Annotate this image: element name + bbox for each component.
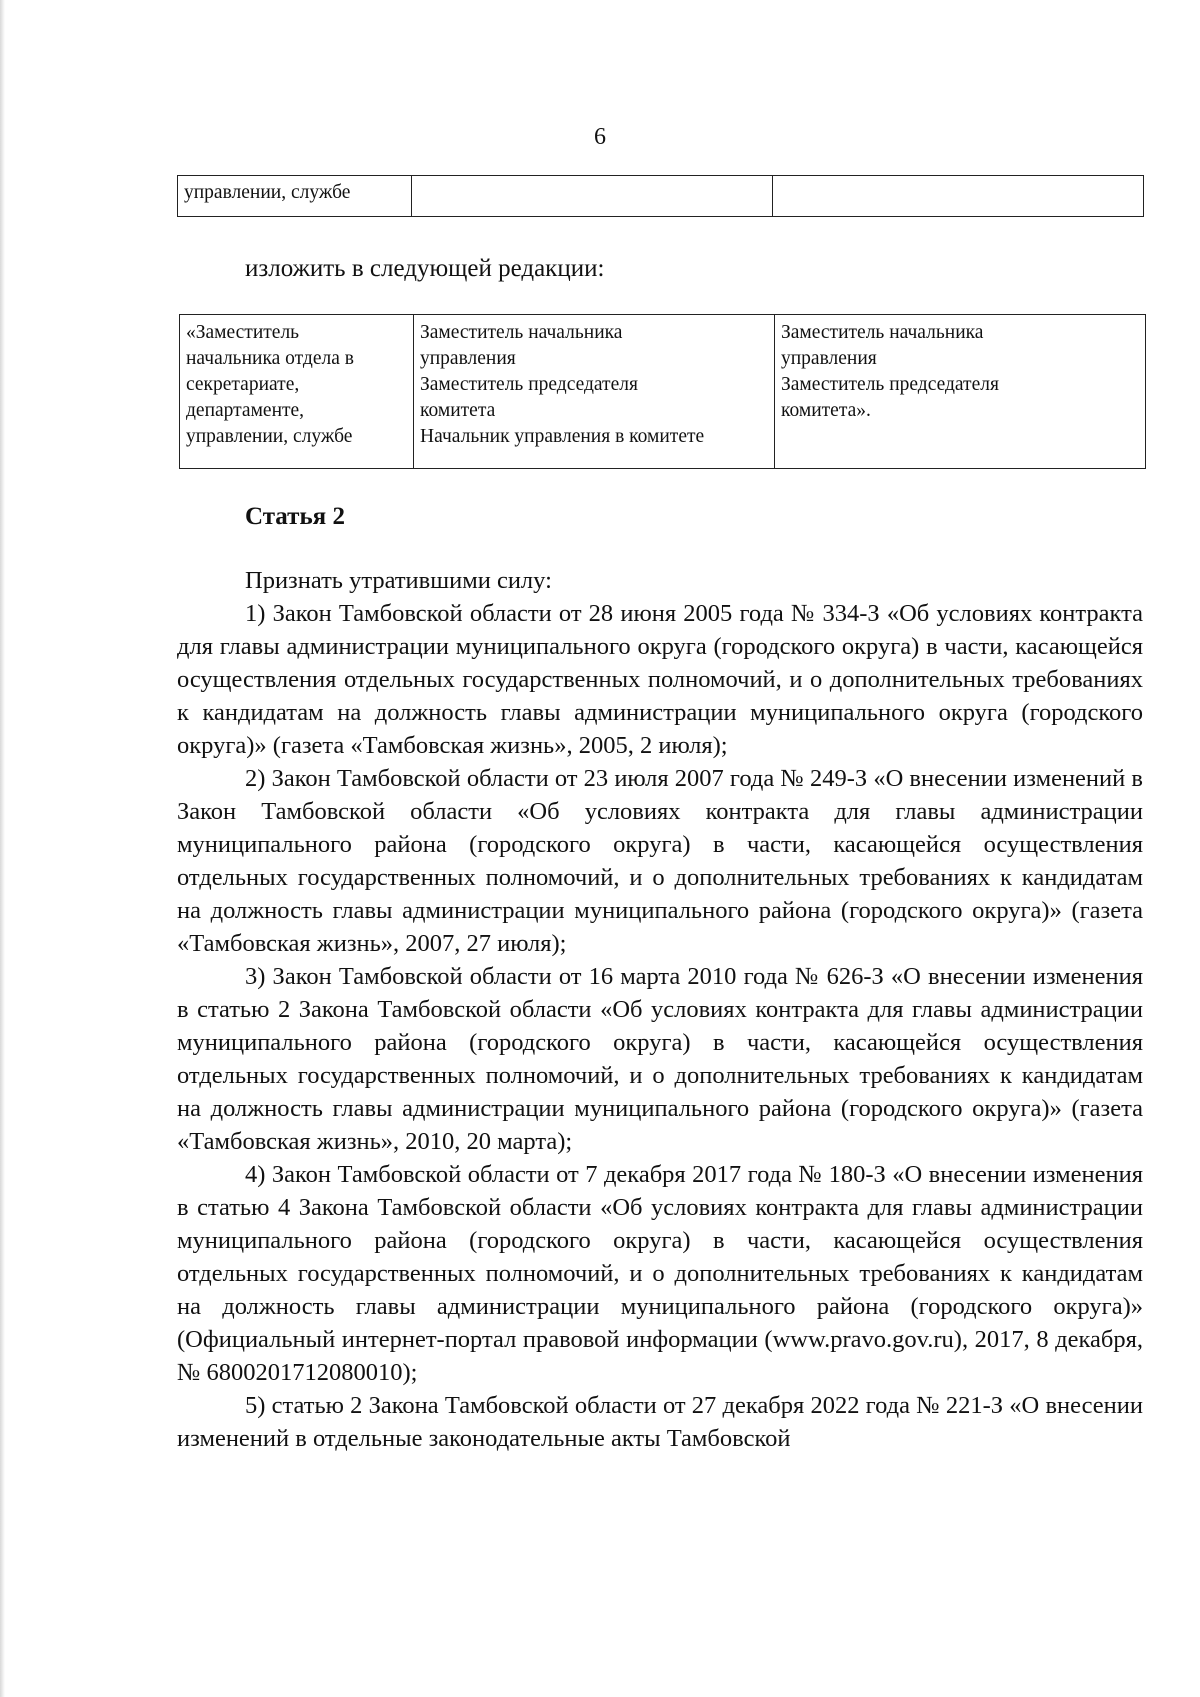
article-heading: Статья 2: [245, 503, 345, 530]
table-row: [178, 176, 1144, 217]
paragraph: 1) Закон Тамбовской области от 28 июня 2005 года № 334-З «Об условиях контракта для главы администрации муниципального округа (городского округа) в части, касающейся осуществления отдельных государственных полномочий, и о дополнительных требованиях к кандидатам на должность главы администрации муниципального округа (городского округа)» (газета «Тамбовская жизнь», 2005, 2 июля);: [177, 600, 1143, 759]
paragraph: 3) Закон Тамбовской области от 16 марта 2010 года № 626-З «О внесении изменения в статью 2 Закона Тамбовской области «Об условиях контракта для главы администрации муниципального района (городского округа) в части, касающейся осуществления отдельных государственных полномочий, и о дополнительных требованиях к кандидатам на должность главы администрации муниципального района (городского округа)» (газета «Тамбовская жизнь», 2010, 20 марта);: [177, 963, 1143, 1155]
table-cell: управлении, службе: [178, 176, 412, 217]
page-number: 6: [594, 124, 606, 150]
paragraph: 5) статью 2 Закона Тамбовской области от 27 декабря 2022 года № 221-З «О внесении изменений в отдельные законодательные акты Тамбовской: [177, 1392, 1143, 1452]
positions-table-new-edition: [179, 314, 1146, 469]
article-body: [177, 564, 1143, 1455]
paragraph: Признать утратившими силу:: [245, 567, 552, 594]
table-cell: «Заместитель начальника отдела в секретариате, департаменте, управлении, службе: [180, 315, 414, 469]
table-row: [180, 315, 1146, 469]
table-cell: [412, 176, 773, 217]
paragraph: 2) Закон Тамбовской области от 23 июля 2007 года № 249-З «О внесении изменений в Закон Тамбовской области «Об условиях контракта для главы администрации муниципального района (городского округа) в части, касающейся осуществления отдельных государственных полномочий, и о дополнительных требованиях к кандидатам на должность главы администрации муниципального района (городского округа)» (газета «Тамбовская жизнь», 2007, 27 июля);: [177, 765, 1143, 957]
table-cell: Заместитель начальника управления Заместитель председателя комитета Начальник управления в комитете: [414, 315, 775, 469]
scan-edge-shadow: [0, 0, 5, 1697]
intro-text: изложить в следующей редакции:: [245, 255, 605, 282]
table-cell: [773, 176, 1144, 217]
paragraph: 4) Закон Тамбовской области от 7 декабря 2017 года № 180-З «О внесении изменения в статью 4 Закона Тамбовской области «Об условиях контракта для главы администрации муниципального района (городского округа) в части, касающейся осуществления отдельных государственных полномочий, и о дополнительных требованиях к кандидатам на должность главы администрации муниципального района (городского округа)» (Официальный интернет-портал правовой информации (www.pravo.gov.ru), 2017, 8 декабря, № 6800201712080010);: [177, 1161, 1143, 1386]
table-cell: Заместитель начальника управления Заместитель председателя комитета».: [775, 315, 1146, 469]
positions-table-fragment: [177, 175, 1144, 217]
